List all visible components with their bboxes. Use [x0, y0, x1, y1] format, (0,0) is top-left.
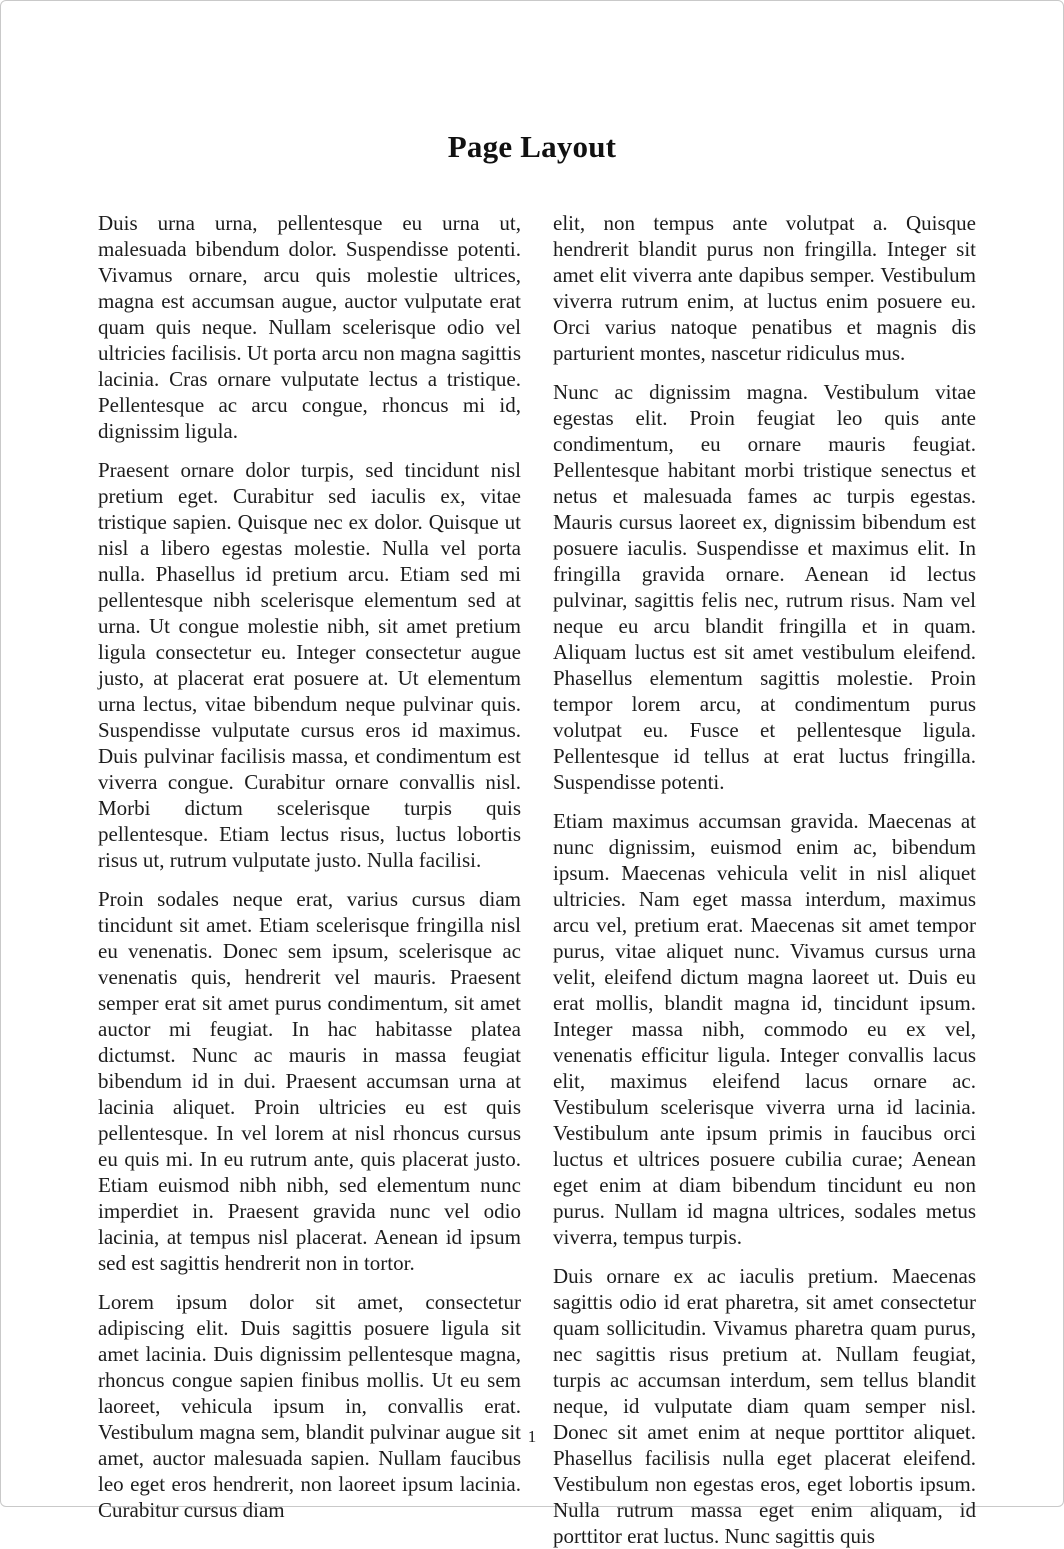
paragraph: Nunc ac dignissim magna. Vestibulum vitae egestas elit. Proin feugiat leo quis ante condimentum, eu ornare mauris feugiat. Pellentesque habitant morbi tristique senectus et netus et malesuada fames ac turpis egestas. Mauris cursus laoreet ex, dignissim bibendum est posuere iaculis. Suspendisse et maximus elit. In fringilla gravida ornare. Aenean id lectus pulvinar, sagittis felis nec, rutrum risus. Nam vel neque eu arcu blandit fringilla et in quam. Aliquam luctus est sit amet vestibulum eleifend. Phasellus elementum sagittis molestie. Proin tempor lorem arcu, at condimentum purus volutpat eu. Fusce et pellentesque ligula. Pellentesque id tellus at erat luctus fringilla. Suspendisse potenti.: [553, 380, 976, 794]
paragraph: elit, non tempus ante volutpat a. Quisque hendrerit blandit purus non fringilla. Integer sit amet elit viverra ante dapibus semper. Vestibulum viverra rutrum enim, at luctus enim posuere eu. Orci varius natoque penatibus et magnis dis parturient montes, nascetur ridiculus mus.: [553, 211, 976, 365]
paragraph: Praesent ornare dolor turpis, sed tincidunt nisl pretium eget. Curabitur sed iaculis ex, vitae tristique sapien. Quisque nec ex dolor. Quisque ut nisl a libero egestas molestie. Nulla vel porta nulla. Phasellus id pretium arcu. Etiam sed mi pellentesque nibh scelerisque elementum sed at urna. Ut congue molestie nibh, sit amet pretium ligula consectetur eu. Integer consectetur augue justo, at placerat erat posuere at. Ut elementum urna lectus, vitae bibendum neque pulvinar quis. Suspendisse vulputate cursus eros id maximus. Duis pulvinar facilisis massa, et condimentum est viverra congue. Curabitur ornare convallis nisl. Morbi dictum scelerisque turpis quis pellentesque. Etiam lectus risus, luctus lobortis risus ut, rutrum vulputate justo. Nulla facilisi.: [98, 458, 521, 872]
paragraph: Duis urna urna, pellentesque eu urna ut, malesuada bibendum dolor. Suspendisse potenti. Vivamus ornare, arcu quis molestie ultrices, magna est accumsan augue, auctor vulputate erat quam quis neque. Nullam scelerisque odio vel ultricies facilisis. Ut porta arcu non magna sagittis lacinia. Cras ornare vulputate lectus a tristique. Pellentesque ac arcu congue, rhoncus mi id, dignissim ligula.: [98, 211, 521, 443]
page-number: 1: [527, 1427, 537, 1446]
text-columns: [98, 210, 976, 1549]
page-title: Page Layout: [447, 129, 617, 164]
right-column: [553, 210, 976, 1549]
paragraph: Proin sodales neque erat, varius cursus diam tincidunt sit amet. Etiam scelerisque fringilla nisl eu venenatis. Donec sem ipsum, scelerisque ac venenatis quis, hendrerit vel mauris. Praesent semper erat sit amet purus condimentum, sit amet auctor mi feugiat. In hac habitasse platea dictumst. Nunc ac mauris in massa feugiat bibendum id in dui. Praesent accumsan urna at lacinia aliquet. Proin ultricies eu est quis pellentesque. In vel lorem at nisl rhoncus cursus eu quis mi. In eu rutrum ante, quis placerat justo. Etiam euismod nibh nibh, sed elementum nunc imperdiet in. Praesent gravida nunc vel odio lacinia, at tempus nisl placerat. Aenean id ipsum sed est sagittis hendrerit non in tortor.: [98, 887, 521, 1275]
paragraph: Duis ornare ex ac iaculis pretium. Maecenas sagittis odio id erat pharetra, sit amet consectetur quam sollicitudin. Vivamus pharetra quam purus, nec sagittis risus pretium at. Nullam feugiat, turpis ac accumsan interdum, sem tellus blandit neque, id vulputate diam quam semper nisl. Donec sit amet enim at neque porttitor aliquet. Phasellus facilisis nulla eget placerat eleifend. Vestibulum non egestas eros, eget lobortis ipsum. Nulla rutrum massa eget enim aliquam, id porttitor erat luctus. Nunc sagittis quis: [553, 1264, 976, 1548]
paragraph: Etiam maximus accumsan gravida. Maecenas at nunc dignissim, euismod enim ac, bibendum ipsum. Maecenas vehicula velit in nisl aliquet ultricies. Nam eget massa interdum, maximus arcu vel, pretium erat. Maecenas sit amet tempor purus, vitae aliquet nunc. Vivamus cursus urna velit, eleifend dictum magna laoreet ut. Duis eu erat mollis, blandit magna id, tincidunt ipsum. Integer massa nibh, commodo eu ex vel, venenatis efficitur ligula. Integer convallis lacus elit, maximus eleifend lacus ornare ac. Vestibulum scelerisque viverra urna id lacinia. Vestibulum ante ipsum primis in faucibus orci luctus et ultrices posuere cubilia curae; Aenean eget enim at diam bibendum tincidunt eu non purus. Nullam id magna ultrices, sodales metus viverra, tempus turpis.: [553, 809, 976, 1249]
left-column: [98, 210, 521, 1549]
paragraph: Lorem ipsum dolor sit amet, consectetur adipiscing elit. Duis sagittis posuere ligula sit amet lacinia. Duis dignissim pellentesque magna, rhoncus congue sapien finibus mollis. Ut eu sem laoreet, vehicula ipsum in, convallis erat. Vestibulum magna sem, blandit pulvinar augue sit amet, auctor malesuada sapien. Nullam faucibus leo eget eros hendrerit, non laoreet ipsum lacinia. Curabitur cursus diam: [98, 1290, 521, 1522]
